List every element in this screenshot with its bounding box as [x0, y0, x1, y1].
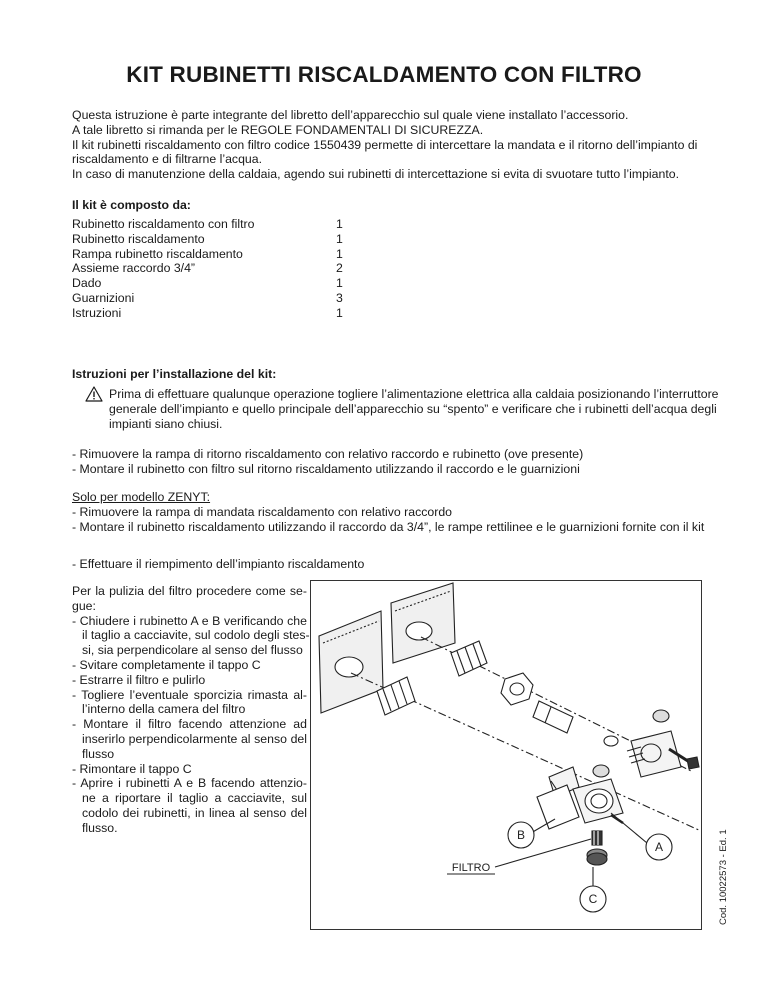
- zenyt-step: - Montare il rubinetto riscaldamento utilizzando il raccordo da 3/4”, le rampe rettilinee e le guarnizioni fornite con il kit: [72, 519, 705, 534]
- filter-cleaning-line: - Aprire i rubinetti A e B facendo attenzio-: [72, 776, 307, 791]
- installation-step: - Rimuovere la rampa di ritorno riscaldamento con relativo raccordo e rubinetto (ove presente): [72, 447, 584, 461]
- warning-line: generale dell’impianto e quello principale dell’apparecchio su “spento” e verificare che i rubinetti dell’acqua degli: [109, 401, 717, 416]
- fill-step: [72, 557, 364, 572]
- kit-list: [72, 217, 372, 321]
- kit-item-name: Guarnizioni: [72, 290, 135, 305]
- kit-item: [72, 276, 372, 291]
- warning-line: impianti siano chiusi.: [109, 416, 223, 431]
- kit-item-qty: 1: [336, 276, 343, 291]
- gasket: [604, 736, 618, 746]
- mounting-bracket-right: [391, 583, 455, 663]
- kit-item-name: Dado: [72, 276, 102, 291]
- warning-text: [109, 387, 719, 431]
- tap-a: [627, 731, 699, 777]
- zenyt-section: [72, 490, 704, 534]
- assembly-drawing: [311, 581, 703, 931]
- label-filtro: FILTRO: [451, 862, 491, 874]
- filter-cleaning-line: flusso: [82, 746, 115, 761]
- filter-cleaning-line: il taglio a cacciavite, sul codolo degli stes-: [82, 628, 310, 643]
- filter-cleaning-line: - Montare il filtro facendo attenzione ad: [72, 717, 307, 732]
- kit-item-qty: 3: [336, 290, 343, 305]
- plug-c: [587, 849, 607, 865]
- nut: [501, 673, 533, 705]
- label-a: A: [654, 840, 664, 854]
- kit-item: [72, 247, 372, 262]
- intro-paragraph: [72, 108, 712, 182]
- kit-item-qty: 1: [336, 246, 343, 261]
- installation-heading: Istruzioni per l’installazione del kit:: [72, 367, 277, 381]
- kit-item: [72, 261, 372, 276]
- warning-line: Prima di effettuare qualunque operazione togliere l’alimentazione elettrica alla caldaia posizionando l’interruttore: [109, 387, 719, 401]
- filter-cleaning-line: l’interno della camera del filtro: [82, 702, 246, 717]
- filter-cleaning-line: Per la pulizia del filtro procedere come se-: [72, 584, 307, 598]
- filter-cleaning-line: - Chiudere i rubinetto A e B verificando che: [72, 613, 307, 628]
- kit-item-name: Rampa rubinetto riscaldamento: [72, 246, 243, 261]
- intro-line: Questa istruzione è parte integrante del libretto dell’apparecchio sul quale viene installato l’accessorio.: [72, 108, 629, 122]
- filter-cleaning-line: - Togliere l’eventuale sporcizia rimasta al-: [72, 687, 307, 702]
- installation-steps: [72, 447, 583, 477]
- kit-item-name: Rubinetto riscaldamento con filtro: [72, 217, 255, 231]
- warning-triangle-icon: [85, 386, 103, 402]
- intro-line: Il kit rubinetti riscaldamento con filtro codice 1550439 permette di intercettare la mandata e il ritorno dell’impianto di: [72, 137, 698, 152]
- kit-item-name: Assieme raccordo 3/4”: [72, 261, 196, 276]
- zenyt-step: - Rimuovere la rampa di mandata riscaldamento con relativo raccordo: [72, 504, 453, 519]
- kit-item-name: Istruzioni: [72, 305, 122, 320]
- kit-item-qty: 1: [336, 231, 343, 246]
- filter-cleaning-line: - Svitare completamente il tappo C: [72, 657, 261, 672]
- kit-item-qty: 1: [336, 217, 343, 231]
- straight-pipe: [533, 701, 573, 733]
- document-code: Cod. 10022573 - Ed. 1: [718, 829, 729, 925]
- label-b: B: [516, 828, 526, 842]
- kit-item: [72, 232, 372, 247]
- kit-item-name: Rubinetto riscaldamento: [72, 231, 205, 246]
- kit-item-qty: 2: [336, 261, 343, 276]
- filter-cleaning-line: gue:: [72, 598, 96, 613]
- filter-cleaning-line: ne a riportare il taglio a cacciavite, sul: [82, 791, 307, 806]
- filter-element: [592, 831, 602, 845]
- gasket: [653, 710, 669, 722]
- kit-item: [72, 291, 372, 306]
- kit-item-qty: 1: [336, 305, 343, 320]
- filter-cleaning-line: flusso.: [82, 820, 118, 835]
- mounting-bracket-left: [319, 611, 383, 713]
- fill-step-text: - Effettuare il riempimento dell’impianto riscaldamento: [72, 557, 365, 571]
- assembly-diagram: [310, 580, 702, 930]
- zenyt-heading: Solo per modello ZENYT:: [72, 490, 211, 504]
- intro-line: In caso di manutenzione della caldaia, agendo sui rubinetti di intercettazione si evita di svuotare tutto l’impianto.: [72, 167, 680, 182]
- filter-cleaning-line: - Estrarre il filtro e pulirlo: [72, 672, 206, 687]
- filter-cleaning-line: si, sia perpendicolare al senso del flusso: [82, 643, 303, 658]
- intro-line: A tale libretto si rimanda per le REGOLE FONDAMENTALI DI SICUREZZA.: [72, 122, 484, 137]
- label-c: C: [588, 892, 598, 906]
- page-title: KIT RUBINETTI RISCALDAMENTO CON FILTRO: [126, 62, 642, 87]
- gasket: [593, 765, 609, 777]
- intro-line: riscaldamento e di filtrarne l’acqua.: [72, 152, 263, 167]
- installation-step: - Montare il rubinetto con filtro sul ritorno riscaldamento utilizzando il raccordo e le guarnizioni: [72, 461, 580, 476]
- filter-cleaning-line: inserirlo perpendicolarmente al senso del: [82, 731, 307, 746]
- kit-item: [72, 306, 372, 321]
- kit-heading: Il kit è composto da:: [72, 198, 191, 212]
- filter-cleaning-line: codolo dei rubinetti, in linea al senso del: [82, 805, 307, 820]
- filter-cleaning-line: - Rimontare il tappo C: [72, 761, 192, 776]
- kit-item: [72, 217, 372, 232]
- filter-cleaning-instructions: [72, 584, 310, 836]
- fitting-right: [451, 641, 487, 676]
